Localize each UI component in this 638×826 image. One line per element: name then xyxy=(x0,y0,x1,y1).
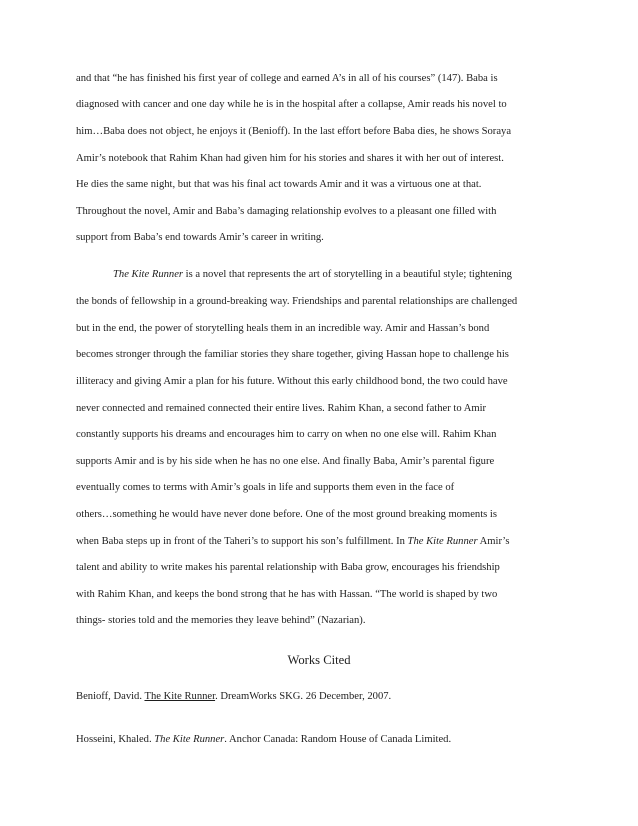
text-line: things- stories told and the memories they leave behind” (Nazarian). xyxy=(76,615,366,626)
text-line xyxy=(76,535,509,549)
text-segment: Amir’s xyxy=(477,536,510,547)
text-line: Throughout the novel, Amir and Baba’s damaging relationship evolves to a pleasant one filled with xyxy=(76,206,497,217)
text-line: and that “he has finished his first year of college and earned A’s in all of his courses” (147). Baba is xyxy=(76,73,498,84)
text-line xyxy=(113,268,512,282)
text-line: the bonds of fellowship in a ground-breaking way. Friendships and parental relationships are challenged xyxy=(76,296,518,307)
citation-entry xyxy=(76,733,451,747)
text-line: diagnosed with cancer and one day while he is in the hospital after a collapse, Amir reads his novel to xyxy=(76,99,507,110)
citation-details: . Anchor Canada: Random House of Canada Limited. xyxy=(224,734,452,745)
text-line: others…something he would have never done before. One of the most ground breaking moments is xyxy=(76,509,498,520)
citation-title: The Kite Runner xyxy=(154,734,225,745)
text-line: support from Baba’s end towards Amir’s career in writing. xyxy=(76,232,324,243)
text-line: illiteracy and giving Amir a plan for his future. Without this early childhood bond, the two could have xyxy=(76,376,508,387)
text-line: Amir’s notebook that Rahim Khan had given him for his stories and shares it with her out of interest. xyxy=(76,153,504,164)
text-line: constantly supports his dreams and encourages him to carry on when no one else will. Rahim Khan xyxy=(76,429,497,440)
text-line: He dies the same night, but that was his final act towards Amir and it was a virtuous one at that. xyxy=(76,179,482,190)
book-title: The Kite Runner xyxy=(407,536,478,547)
text-segment: when Baba steps up in front of the Taheri’s to support his son’s fulfillment. In xyxy=(76,536,408,547)
text-line: becomes stronger through the familiar stories they share together, giving Hassan hope to challenge his xyxy=(76,349,509,360)
text-line: but in the end, the power of storytelling heals them in an incredible way. Amir and Hassan’s bond xyxy=(76,323,490,334)
citation-author: Benioff, David. xyxy=(76,691,145,702)
works-cited-heading: Works Cited xyxy=(287,653,351,667)
text-line: supports Amir and is by his side when he has no one else. And finally Baba, Amir’s parental figure xyxy=(76,456,495,467)
text-line: talent and ability to write makes his parental relationship with Baba grow, encourages his friendship xyxy=(76,562,500,573)
text-line: never connected and remained connected their entire lives. Rahim Khan, a second father to Amir xyxy=(76,403,487,414)
text-line: with Rahim Khan, and keeps the bond strong that he has with Hassan. “The world is shaped by two xyxy=(76,589,498,600)
citation-title: The Kite Runner xyxy=(144,691,216,702)
text-line: him…Baba does not object, he enjoys it (Benioff). In the last effort before Baba dies, he shows Soraya xyxy=(76,126,512,137)
text-line: eventually comes to terms with Amir’s goals in life and supports them even in the face of xyxy=(76,482,455,493)
citation-author: Hosseini, Khaled. xyxy=(76,734,155,745)
citation-entry xyxy=(76,690,391,704)
citation-details: . DreamWorks SKG. 26 December, 2007. xyxy=(215,691,392,702)
text-segment: is a novel that represents the art of storytelling in a beautiful style; tightening xyxy=(183,269,512,280)
book-title: The Kite Runner xyxy=(113,269,184,280)
